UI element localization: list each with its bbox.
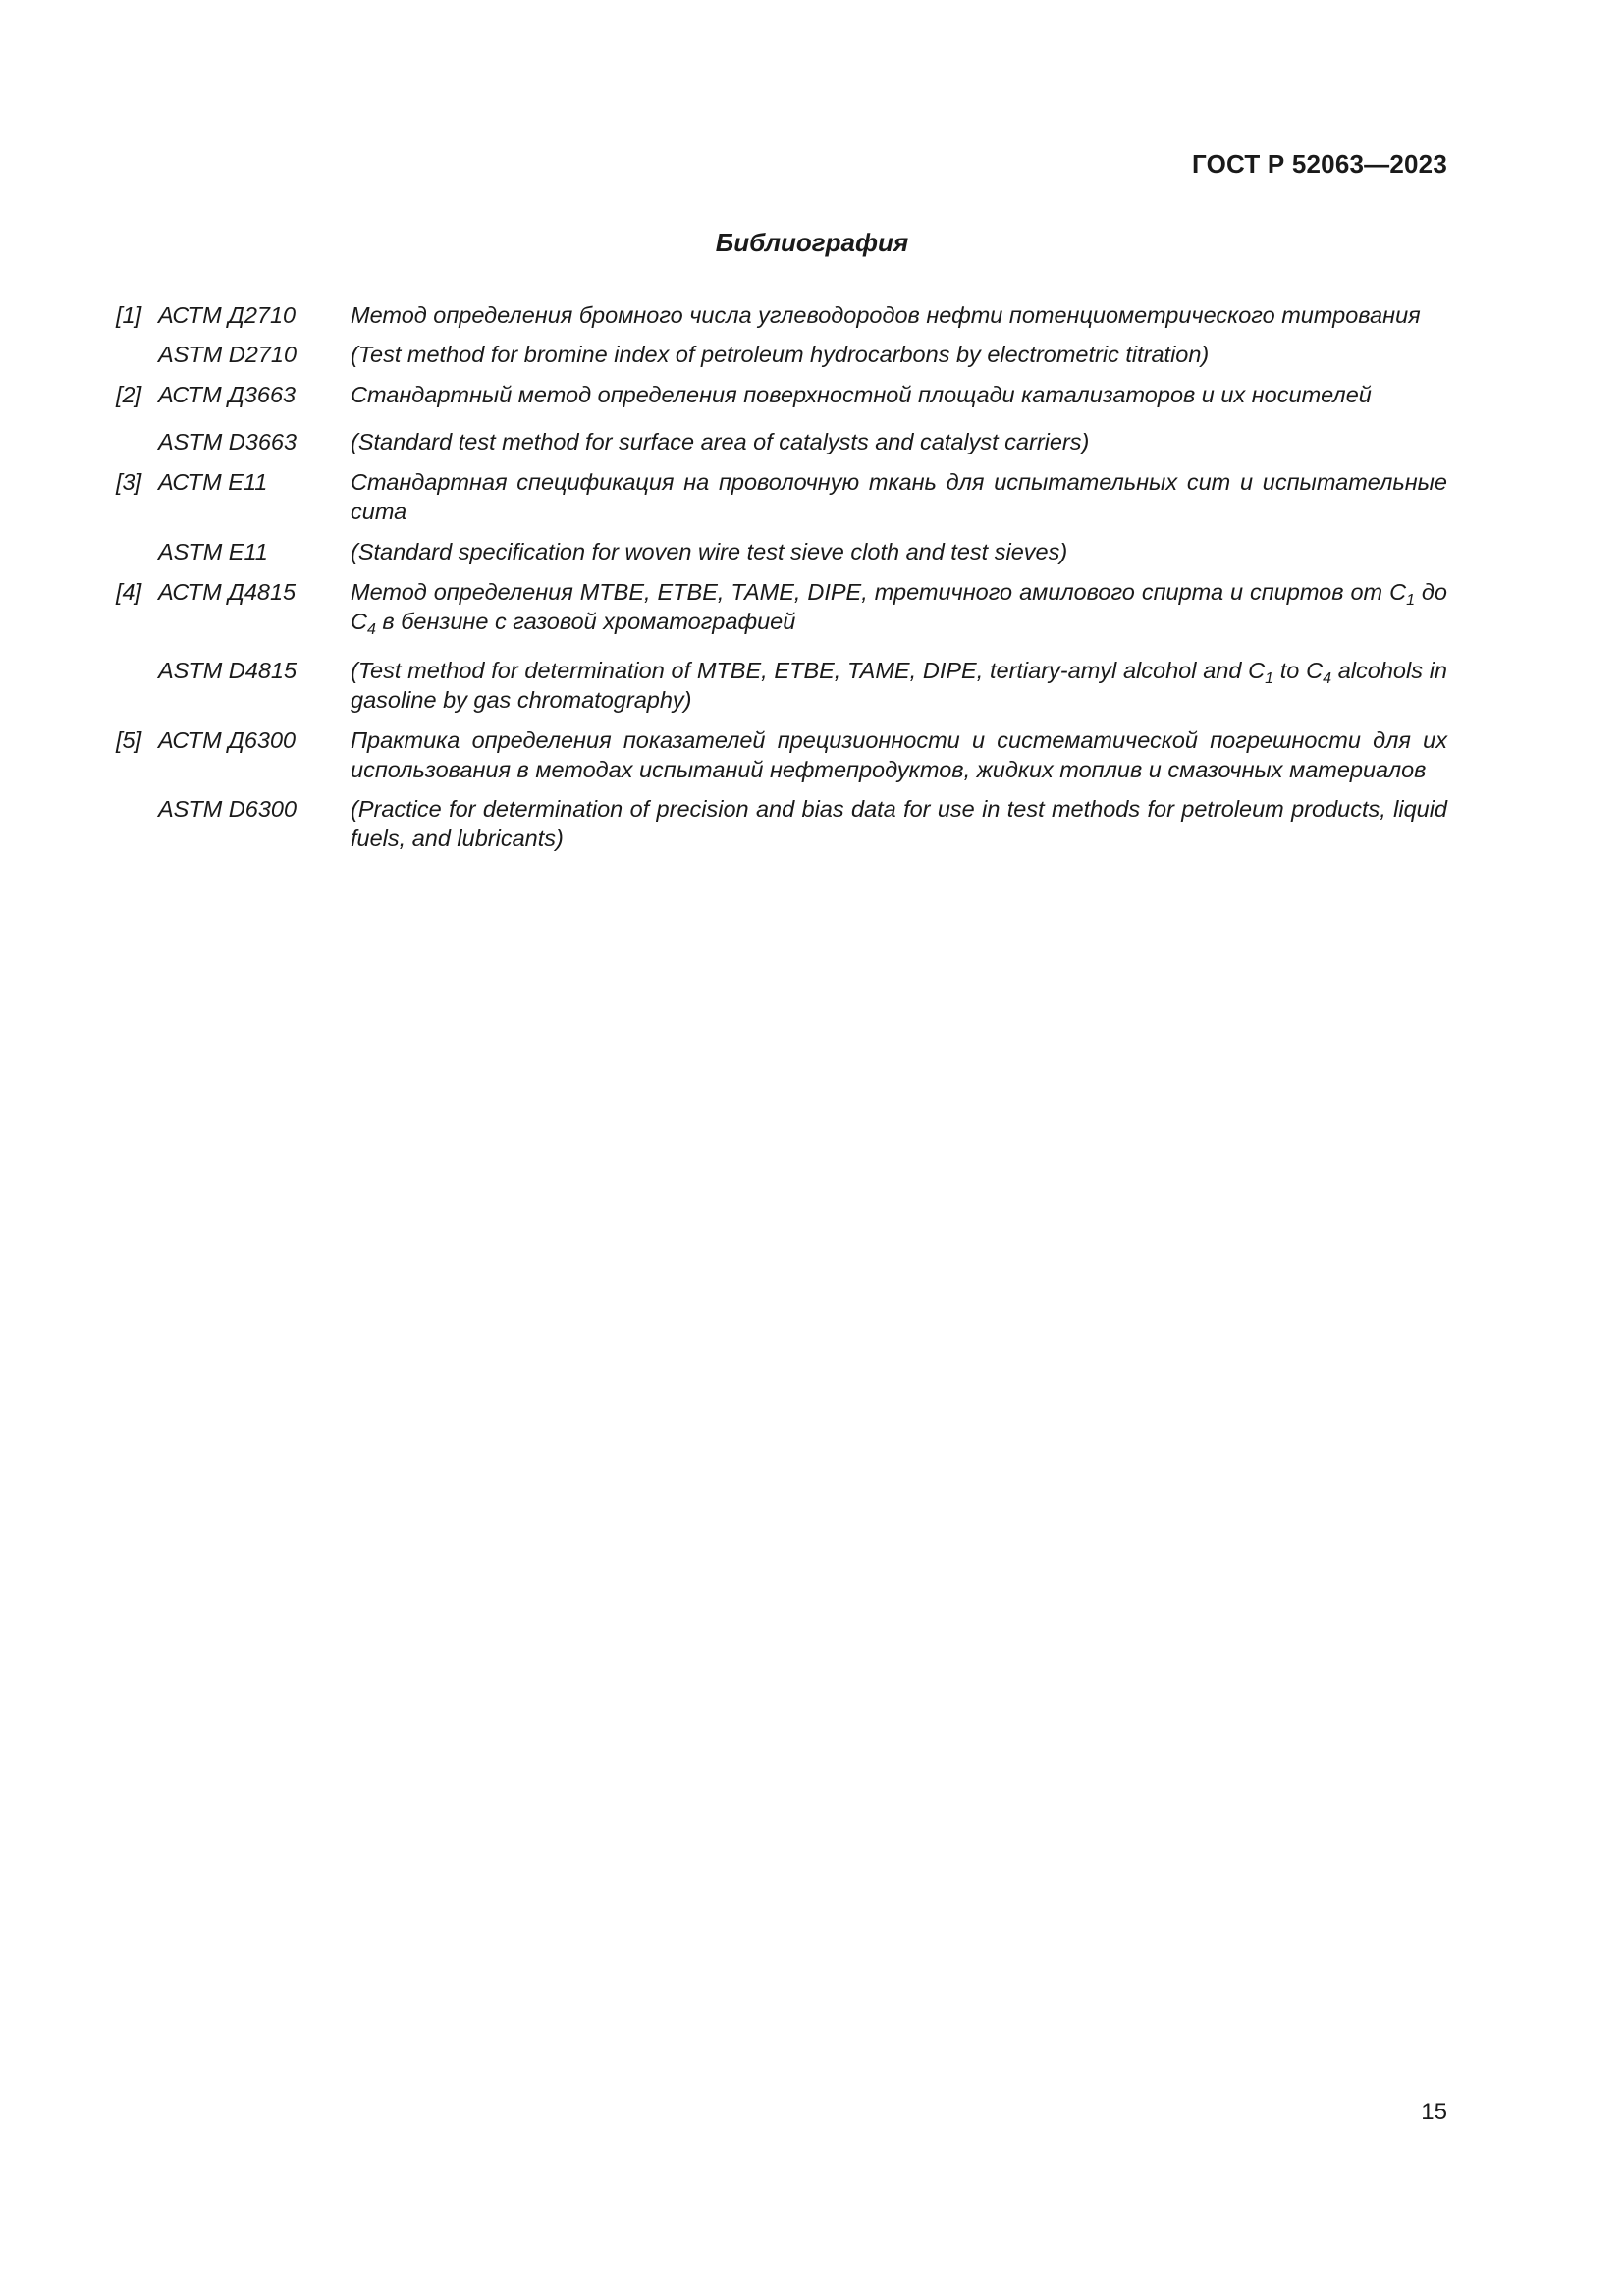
entry-number: [1] bbox=[116, 302, 142, 328]
bibliography-entry bbox=[116, 537, 1447, 566]
bibliography-entry bbox=[116, 340, 1447, 369]
page-title: Библиография bbox=[715, 228, 909, 257]
entry-description: (Standard specification for woven wire test sieve cloth and test sieves) bbox=[351, 539, 1068, 564]
description-text: Метод определения МТВЕ, ЕТВЕ, ТАМЕ, DIPE, третичного амилового спирта и спиртов от C bbox=[351, 579, 1407, 605]
bibliography-entry bbox=[116, 467, 1447, 526]
entry-number: [5] bbox=[116, 727, 142, 753]
description-text: to C bbox=[1273, 658, 1324, 683]
description-text: (Test method for determination of MTBE, ETBE, TAME, DIPE, tertiary-amyl alcohol and C bbox=[351, 658, 1266, 683]
entry-description bbox=[351, 577, 1447, 636]
entry-code: АСТМ Д2710 bbox=[158, 302, 297, 328]
entry-code: АСТМ Д4815 bbox=[158, 579, 297, 605]
entry-code: ASTM D6300 bbox=[158, 796, 298, 822]
bibliography-entry bbox=[116, 725, 1447, 784]
entry-code: ASTM E11 bbox=[158, 539, 268, 564]
bibliography-entry bbox=[116, 656, 1447, 715]
description-text: в бензине с газовой хроматографией bbox=[375, 609, 796, 634]
bibliography-entry bbox=[116, 794, 1447, 853]
bibliography-entry bbox=[116, 427, 1447, 456]
entry-description: Метод определения бромного числа углеводородов нефти потенциометрического титрования bbox=[351, 302, 1421, 328]
entry-number: [2] bbox=[116, 382, 142, 407]
entry-code: ASTM D4815 bbox=[158, 658, 298, 683]
entry-code: АСТМ Д6300 bbox=[158, 727, 297, 753]
entry-code: АСТМ Д3663 bbox=[158, 382, 297, 407]
entry-description: (Test method for bromine index of petroleum hydrocarbons by electrometric titration) bbox=[351, 342, 1210, 367]
description-text: до C bbox=[351, 579, 1447, 634]
bibliography-entry bbox=[116, 577, 1447, 636]
entry-description: Практика определения показателей прецизионности и систематической погрешности для их использования в методах испытаний нефтепродуктов, жидких топлив и смазочных материалов bbox=[351, 727, 1447, 782]
subscript: 1 bbox=[1406, 592, 1415, 609]
bibliography-entry bbox=[116, 380, 1447, 409]
document-standard-number: ГОСТ Р 52063—2023 bbox=[1192, 149, 1447, 179]
entry-code: АСТМ Е11 bbox=[158, 469, 268, 495]
entry-code: ASTM D3663 bbox=[158, 429, 298, 454]
subscript: 4 bbox=[1323, 670, 1331, 687]
entry-code: ASTM D2710 bbox=[158, 342, 298, 367]
entry-description bbox=[351, 656, 1447, 715]
entry-number: [3] bbox=[116, 469, 142, 495]
entry-description: Стандартный метод определения поверхностной площади катализаторов и их носителей bbox=[351, 382, 1372, 407]
entry-description: (Standard test method for surface area of catalysts and catalyst carriers) bbox=[351, 429, 1090, 454]
entry-description: (Practice for determination of precision and bias data for use in test methods for petroleum products, liquid fuels, and lubricants) bbox=[351, 796, 1447, 851]
bibliography-list bbox=[116, 300, 1447, 863]
description-text: alcohols in gasoline by gas chromatography) bbox=[351, 658, 1447, 713]
page-number: 15 bbox=[1421, 2099, 1447, 2125]
entry-number: [4] bbox=[116, 579, 142, 605]
bibliography-entry bbox=[116, 300, 1447, 330]
subscript: 4 bbox=[366, 621, 376, 638]
subscript: 1 bbox=[1265, 670, 1274, 687]
entry-description: Стандартная спецификация на проволочную ткань для испытательных сит и испытательные сита bbox=[351, 469, 1447, 524]
